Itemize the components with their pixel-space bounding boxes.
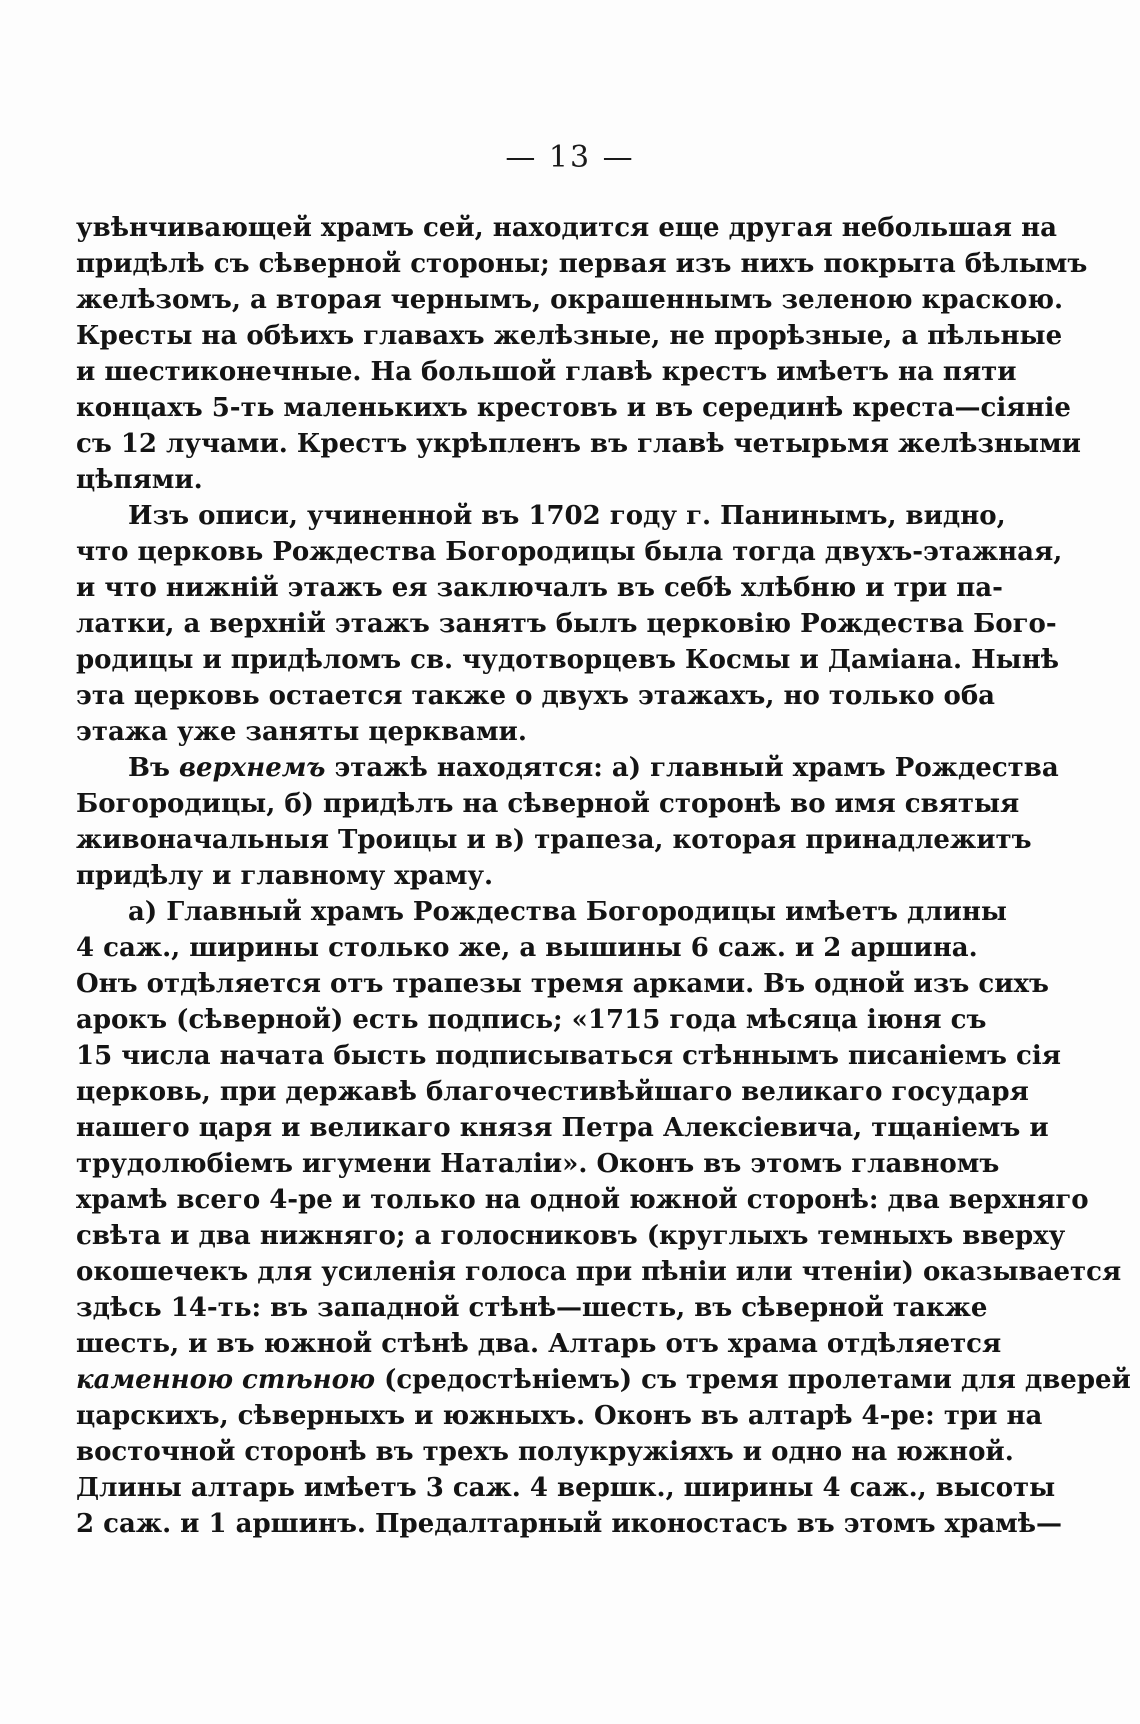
paragraph-1 — [76, 210, 1088, 498]
text-line: что церковь Рождества Богородицы была тогда двухъ-этажная, — [76, 537, 1063, 567]
text-line: церковь, при державѣ благочестивѣйшаго великаго государя — [76, 1077, 1029, 1107]
text-line: придѣлѣ съ сѣверной стороны; первая изъ нихъ покрыта бѣлымъ — [76, 249, 1088, 279]
body-text — [76, 210, 1131, 1542]
text-line: Кресты на обѣихъ главахъ желѣзные, не прорѣзные, а пѣльные — [76, 321, 1063, 351]
text-line: нашего царя и великаго князя Петра Алексіевича, тщаніемъ и — [76, 1113, 1049, 1143]
italic-phrase: каменною стѣною — [76, 1365, 376, 1395]
text-line: живоначальныя Троицы и в) трапеза, которая принадлежитъ — [76, 825, 1032, 855]
text-line: шесть, и въ южной стѣнѣ два. Алтарь отъ храма отдѣляется — [76, 1329, 1002, 1359]
text-line: Изъ описи, учиненной въ 1702 году г. Панинымъ, видно, — [128, 501, 1006, 531]
text-line — [76, 750, 1059, 786]
text-line: царскихъ, сѣверныхъ и южныхъ. Оконъ въ алтарѣ 4-ре: три на — [76, 1401, 1043, 1431]
paragraph-3 — [76, 750, 1059, 894]
line-suffix: этажѣ находятся: а) главный храмъ Рождества — [325, 753, 1059, 783]
text-line: и что нижній этажъ ея заключалъ въ себѣ хлѣбню и три па- — [76, 573, 1003, 603]
text-line: Онъ отдѣляется отъ трапезы тремя арками. Въ одной изъ сихъ — [76, 969, 1049, 999]
text-line: 2 саж. и 1 аршинъ. Предалтарный иконостасъ въ этомъ храмѣ— — [76, 1509, 1063, 1539]
text-line: храмѣ всего 4-ре и только на одной южной сторонѣ: два верхняго — [76, 1185, 1089, 1215]
text-line: окошечекъ для усиленія голоса при пѣніи или чтеніи) оказывается — [76, 1257, 1122, 1287]
text-line: родицы и придѣломъ св. чудотворцевъ Космы и Даміана. Нынѣ — [76, 645, 1060, 675]
text-line: желѣзомъ, а вторая чернымъ, окрашеннымъ зеленою краскою. — [76, 285, 1064, 315]
line-rest: (средостѣніемъ) съ тремя пролетами для дверей — [375, 1365, 1131, 1395]
text-line: арокъ (сѣверной) есть подпись; «1715 года мѣсяца іюня съ — [76, 1005, 987, 1035]
text-line: и шестиконечные. На большой главѣ крестъ имѣетъ на пяти — [76, 357, 1017, 387]
text-line: Длины алтарь имѣетъ 3 саж. 4 вершк., ширины 4 саж., высоты — [76, 1473, 1056, 1503]
paragraph-4 — [76, 894, 1131, 1542]
text-line: латки, а верхній этажъ занятъ былъ церковію Рождества Бого- — [76, 609, 1057, 639]
text-line — [76, 1362, 1131, 1398]
text-line: эта церковь остается также о двухъ этажахъ, но только оба — [76, 681, 996, 711]
text-line: придѣлу и главному храму. — [76, 861, 494, 891]
text-line: съ 12 лучами. Крестъ укрѣпленъ въ главѣ четырьмя желѣзными — [76, 429, 1081, 459]
text-line: свѣта и два нижняго; а голосниковъ (круглыхъ темныхъ вверху — [76, 1221, 1066, 1251]
text-line: цѣпями. — [76, 465, 203, 495]
text-line: здѣсь 14-ть: въ западной стѣнѣ—шесть, въ сѣверной также — [76, 1293, 988, 1323]
paragraph-2 — [76, 498, 1063, 750]
italic-word: верхнемъ — [178, 753, 326, 783]
page-number: — 13 — — [505, 140, 635, 175]
text-line: концахъ 5-ть маленькихъ крестовъ и въ серединѣ креста—сіяніе — [76, 393, 1071, 423]
text-line: увѣнчивающей храмъ сей, находится еще другая небольшая на — [76, 213, 1057, 243]
text-line: этажа уже заняты церквами. — [76, 717, 527, 747]
text-line: 4 саж., ширины столько же, а вышины 6 саж. и 2 аршина. — [76, 933, 978, 963]
line-prefix: Въ — [128, 753, 179, 783]
text-line: Богородицы, б) придѣлъ на сѣверной сторонѣ во имя святыя — [76, 789, 1020, 819]
text-line: 15 числа начата бысть подписываться стѣннымъ писаніемъ сія — [76, 1041, 1061, 1071]
text-line: трудолюбіемъ игумени Наталіи». Оконъ въ этомъ главномъ — [76, 1149, 1000, 1179]
text-line: восточной сторонѣ въ трехъ полукружіяхъ и одно на южной. — [76, 1437, 1014, 1467]
text-line: а) Главный храмъ Рождества Богородицы имѣетъ длины — [128, 897, 1007, 927]
